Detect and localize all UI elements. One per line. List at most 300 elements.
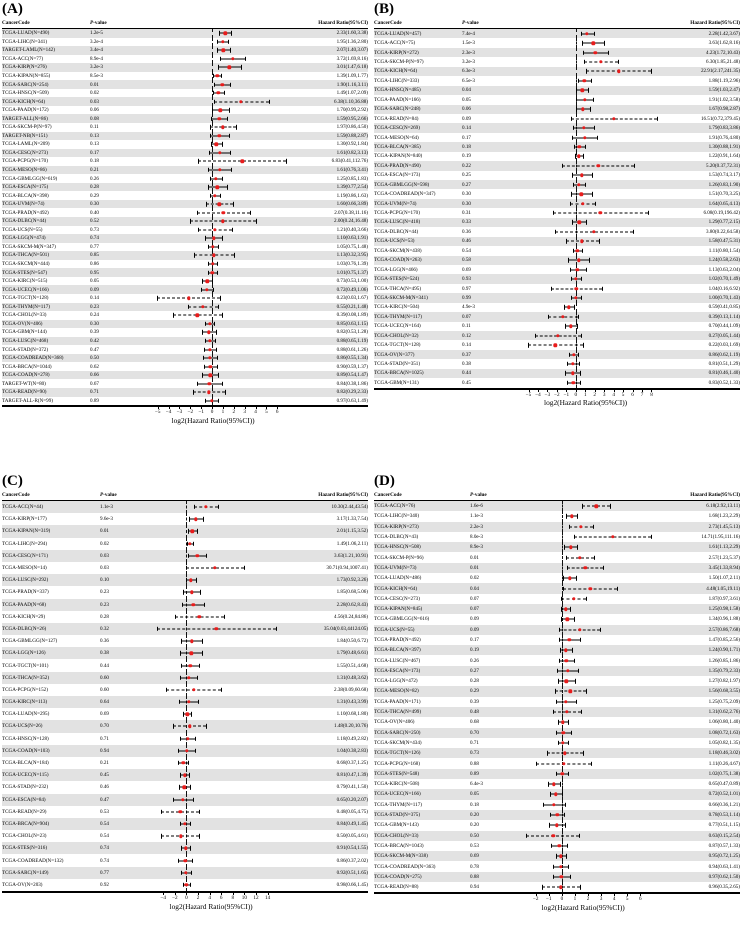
axis-tick-label: 0 [210, 409, 214, 416]
table-row [2, 251, 368, 260]
ci-upper-cap [193, 797, 194, 801]
cancer-code-cell: TCGA-STES(N=548) [374, 770, 420, 777]
hazard-ratio-cell: 1.91(1.02,3.58) [708, 96, 740, 103]
hazard-ratio-cell: 1.05(0.75,1.48) [336, 243, 368, 250]
hazard-ratio-point [216, 74, 219, 77]
ci-upper-cap [583, 343, 584, 347]
forest-plot-cell [148, 106, 287, 115]
hazard-ratio-cell: 0.98(0.66,1.45) [278, 879, 368, 892]
cancer-code-cell: TCGA-UVM(N=73) [374, 564, 417, 571]
forest-plot-cell [520, 218, 660, 227]
cancer-code-cell: TCGA-KIRP(N=272) [374, 49, 419, 56]
p-value-cell: 0.69 [100, 711, 109, 718]
cancer-code-cell: TARGET-ALL-R(N=99) [2, 397, 90, 406]
hazard-ratio-point [594, 504, 597, 507]
forest-plot-cell [520, 331, 660, 340]
p-value-cell: 0.10 [100, 577, 109, 584]
ci-upper-cap [581, 710, 582, 714]
ci-lower-cap [576, 107, 577, 111]
forest-plot-cell [154, 525, 278, 537]
hazard-ratio-cell: 1.29(0.77,2.15) [708, 219, 740, 226]
hazard-ratio-cell: 1.73(0.92,3.26) [336, 577, 368, 584]
hazard-ratio-cell: 1.05(0.82,1.35) [708, 739, 740, 746]
p-value-cell: 0.48 [470, 709, 479, 716]
forest-plot-cell [154, 562, 278, 574]
hazard-ratio-cell: 0.97(0.62,1.50) [708, 873, 740, 880]
axis-line [374, 893, 740, 894]
ci-upper-cap [204, 602, 205, 606]
table-row [2, 320, 368, 329]
hazard-ratio-cell: 0.55(0.21,1.48) [336, 303, 368, 310]
table-row [374, 511, 740, 521]
p-value-cell: 0.32 [100, 625, 109, 632]
p-value-cell: 0.89 [90, 397, 148, 406]
p-value-cell: 0.46 [462, 238, 471, 245]
ci-upper-cap [589, 258, 590, 262]
axis-title: log2(Hazard Ratio(95%CI)) [171, 415, 255, 425]
axis-title: log2(Hazard Ratio(95%CI)) [541, 902, 625, 912]
cancer-code-cell: TCGA-STAD(N=375) [374, 812, 421, 819]
ci-upper-cap [595, 201, 596, 205]
forest-plot-cell [520, 303, 660, 312]
ci-upper-cap [225, 390, 226, 394]
hazard-ratio-cell: 1.70(0.99,2.92) [336, 107, 368, 114]
hazard-ratio-cell: 0.23(0.03,1.67) [336, 295, 368, 302]
forest-plot-cell [520, 38, 660, 47]
p-value-cell: 0.18 [90, 158, 99, 165]
ci-upper-cap [568, 772, 569, 776]
reference-line [212, 80, 213, 89]
p-value-cell: 0.77 [100, 869, 109, 876]
ci-lower-cap [583, 50, 584, 54]
p-value-cell: 0.14 [462, 342, 471, 349]
forest-plot-cell [154, 672, 278, 684]
ci-lower-cap [551, 286, 552, 290]
forest-plot-cell [520, 152, 660, 161]
hazard-ratio-cell: 1.55(0.51,4.68) [336, 662, 368, 669]
axis-tick-label: 2 [593, 391, 597, 398]
p-value-cell: 0.94 [470, 882, 524, 893]
p-value-cell: 0.70 [100, 723, 109, 730]
ci-upper-cap [608, 50, 609, 54]
forest-plot-cell [148, 371, 287, 380]
p-value-cell: 0.09 [462, 115, 471, 122]
table-row [2, 285, 368, 294]
forest-plot-cell [148, 217, 287, 226]
cancer-code-cell: TCGA-COADREAD(N=347) [374, 191, 436, 198]
axis-tick-label: 5 [265, 409, 268, 416]
hazard-ratio-cell: 1.48(0.20,10.76) [334, 723, 368, 730]
table-row [374, 583, 740, 593]
hazard-ratio-point [568, 577, 571, 580]
cancer-code-cell: TCGA-SKCM-P(N=97) [2, 124, 52, 131]
p-value-cell: 3.4e-4 [90, 47, 103, 54]
p-value-cell: 0.45 [462, 378, 520, 388]
forest-plot-cell [524, 594, 652, 604]
ci-upper-cap [212, 279, 213, 283]
hazard-ratio-cell: 0.50(0.05,4.61) [336, 833, 368, 840]
ci-upper-cap [651, 535, 652, 539]
table-row [2, 183, 368, 192]
ci-lower-cap [194, 505, 195, 509]
hazard-ratio-cell: 0.91(0.54,1.55) [336, 845, 368, 852]
hazard-ratio-point [218, 203, 221, 206]
ci-lower-cap [548, 782, 549, 786]
p-value-cell: 3.2e-4 [90, 38, 103, 45]
forest-plot-cell [154, 854, 278, 866]
cancer-code-cell: TCGA-LUSC(N=418) [374, 219, 421, 226]
p-value-cell: 0.05 [90, 278, 99, 285]
forest-plot-cell [148, 234, 287, 243]
ci-upper-cap [195, 736, 196, 740]
table-row [374, 237, 740, 246]
cancer-code-cell: TCGA-THCA(N=495) [374, 285, 422, 292]
axis-tick-label: 2 [586, 896, 590, 903]
ci-lower-cap [208, 185, 209, 189]
table-row [2, 311, 368, 320]
col-header-plot [520, 19, 660, 29]
hazard-ratio-cell: 0.83(0.52,1.33) [660, 378, 740, 388]
forest-plot-cell [154, 611, 278, 623]
ci-upper-cap [580, 885, 581, 889]
hazard-ratio-point [561, 772, 564, 775]
ci-upper-cap [232, 228, 233, 232]
forest-plot-cell [524, 882, 652, 893]
ci-upper-cap [250, 211, 251, 215]
hazard-ratio-point [188, 664, 191, 667]
cancer-code-cell: TCGA-ACC(N=75) [374, 40, 416, 47]
ci-lower-cap [559, 628, 560, 632]
forest-plot-cell [520, 199, 660, 208]
ci-lower-cap [204, 364, 205, 368]
table-row [374, 769, 740, 779]
hazard-ratio-cell: 0.94(0.63,1.41) [708, 863, 740, 870]
forest-plot-cell [520, 237, 660, 246]
hazard-ratio-point [565, 679, 568, 682]
forest-plot-cell [524, 532, 652, 542]
cancer-code-cell: TCGA-UVM(N=74) [2, 201, 45, 208]
ci-upper-cap [213, 287, 214, 291]
table-row [2, 757, 368, 769]
table-row [2, 303, 368, 312]
forest-plot-cell [520, 340, 660, 349]
hazard-ratio-cell: 1.31(0.62,2.76) [708, 709, 740, 716]
hazard-ratio-cell: 1.97(0.86,4.50) [336, 124, 368, 131]
hazard-ratio-point [592, 41, 595, 44]
table-row [374, 180, 740, 189]
ci-lower-cap [197, 381, 198, 385]
hazard-ratio-point [564, 700, 567, 703]
reference-line [186, 513, 187, 525]
ci-upper-cap [576, 700, 577, 704]
ci-upper-cap [229, 108, 230, 112]
p-value-cell: 0.74 [90, 235, 99, 242]
ci-upper-cap [230, 151, 231, 155]
ci-lower-cap [175, 615, 176, 619]
ci-upper-cap [190, 883, 191, 887]
forest-plot-cell [524, 800, 652, 810]
ci-lower-cap [575, 154, 576, 158]
ci-upper-cap [222, 313, 223, 317]
col-header-pvalue: P-value [462, 19, 520, 29]
ci-lower-cap [178, 749, 179, 753]
cancer-code-cell: TCGA-UCEC(N=164) [374, 323, 421, 330]
p-value-cell: 0.21 [90, 167, 99, 174]
hazard-ratio-point [612, 117, 615, 120]
ci-lower-cap [556, 854, 557, 858]
forest-plot-cell [154, 635, 278, 647]
forest-plot-cell [154, 501, 278, 514]
hazard-ratio-cell: 1.59(0.88,2.87) [336, 132, 368, 139]
axis-tick-label: 7 [640, 391, 644, 398]
forest-plot-cell [154, 867, 278, 879]
table-row [374, 57, 740, 66]
table-row [374, 38, 740, 47]
ci-lower-cap [173, 797, 174, 801]
forest-plot-cell [154, 550, 278, 562]
forest-plot-cell [524, 697, 652, 707]
hazard-ratio-cell: 1.11(0.80,1.54) [708, 247, 740, 254]
cancer-code-cell: TCGA-PCPG(N=152) [2, 686, 48, 693]
hazard-ratio-cell: 0.81(0.47,1.39) [336, 772, 368, 779]
forest-plot-cell [524, 707, 652, 717]
cancer-code-cell: TCGA-CHOL(N=33) [2, 312, 47, 319]
p-value-cell: 6.3e-3 [462, 68, 475, 75]
hazard-ratio-point [187, 297, 190, 300]
p-value-cell: 0.07 [462, 313, 471, 320]
ci-lower-cap [542, 885, 543, 889]
ci-lower-cap [550, 792, 551, 796]
table-row [2, 733, 368, 745]
reference-line [212, 38, 213, 47]
cancer-code-cell: TCGA-THCA(N=352) [2, 674, 50, 681]
reference-line [212, 29, 213, 38]
axis-tick-label: −2 [532, 896, 539, 903]
cancer-code-cell: TCGA-SARC(N=248) [374, 106, 421, 113]
cancer-code-cell: TCGA-PRAD(N=337) [2, 589, 49, 596]
forest-table-c [2, 491, 368, 892]
panel-b [374, 2, 740, 469]
hazard-ratio-point [562, 762, 565, 765]
cancer-code-cell: TCGA-COADREAD(N=363) [374, 863, 436, 870]
ci-lower-cap [559, 638, 560, 642]
forest-plot-cell [524, 542, 652, 552]
hazard-ratio-cell: 0.92(0.51,1.65) [336, 869, 368, 876]
p-value-cell: 0.23 [90, 303, 99, 310]
col-header-cancercode: CancerCode [374, 491, 470, 501]
panel-c-axis [2, 892, 368, 911]
hazard-ratio-point [552, 803, 555, 806]
p-value-cell: 0.77 [90, 243, 99, 250]
forest-plot-cell [148, 114, 287, 123]
table-row [2, 867, 368, 879]
hazard-ratio-cell: 1.24(0.90,1.71) [708, 647, 740, 654]
axis-tick-label: 3 [599, 896, 603, 903]
hazard-ratio-cell: 1.79(0.83,3.86) [708, 125, 740, 132]
forest-plot-cell [524, 501, 652, 512]
axis-tick-label: 8 [650, 391, 653, 398]
hazard-ratio-point [222, 211, 225, 214]
forest-plot-cell [148, 97, 287, 106]
table-row [2, 166, 368, 175]
ci-lower-cap [563, 576, 564, 580]
reference-line [562, 542, 563, 552]
panel-c [2, 474, 368, 945]
ci-lower-cap [179, 785, 180, 789]
p-value-cell: 0.28 [100, 613, 109, 620]
cancer-code-cell: TCGA-PAAD(N=166) [374, 96, 421, 103]
hazard-ratio-point [211, 271, 214, 274]
ci-upper-cap [577, 324, 578, 328]
panel-c-table [2, 491, 368, 892]
panel-a [2, 2, 368, 469]
hazard-ratio-point [188, 542, 191, 545]
p-value-cell: 0.13 [90, 132, 99, 139]
hazard-ratio-cell: 1.01(0.75,1.37) [336, 269, 368, 276]
ci-lower-cap [564, 545, 565, 549]
table-row [374, 284, 740, 293]
col-header-cancercode: CancerCode [2, 491, 100, 501]
cancer-code-cell: TCGA-SKCM-M(N=347) [2, 243, 56, 250]
cancer-code-cell: TCGA-KIRP(N=177) [2, 516, 47, 523]
reference-line [562, 552, 563, 562]
ci-lower-cap [208, 262, 209, 266]
cancer-code-cell: TCGA-LUSC(N=467) [374, 657, 421, 664]
p-value-cell: 0.47 [90, 346, 99, 353]
ci-upper-cap [190, 822, 191, 826]
forest-plot-cell [148, 379, 287, 388]
ci-lower-cap [181, 846, 182, 850]
ci-lower-cap [548, 315, 549, 319]
cancer-code-cell: TCGA-READ(N=84) [374, 115, 419, 122]
hazard-ratio-cell: 3.45(1.33,8.94) [708, 564, 740, 571]
cancer-code-cell: TCGA-KIPAN(N=319) [2, 528, 51, 535]
hazard-ratio-point [597, 164, 600, 167]
forest-plot-cell [148, 303, 287, 312]
ci-upper-cap [586, 689, 587, 693]
forest-plot-cell [520, 161, 660, 170]
col-header-pvalue: P-value [470, 491, 524, 501]
ci-lower-cap [182, 602, 183, 606]
ci-lower-cap [569, 352, 570, 356]
col-header-cancercode: CancerCode [2, 19, 90, 29]
axis-tick-label: 4 [208, 895, 211, 901]
ci-lower-cap [178, 858, 179, 862]
cancer-code-cell: TCGA-UCS(N=26) [2, 723, 43, 730]
forest-plot-cell [148, 397, 287, 406]
table-row [2, 672, 368, 684]
p-value-cell: 0.60 [100, 686, 109, 693]
ci-lower-cap [205, 339, 206, 343]
ci-upper-cap [215, 339, 216, 343]
table-row [374, 800, 740, 810]
hazard-ratio-point [221, 220, 224, 223]
table-row [2, 388, 368, 397]
forest-plot-cell [524, 717, 652, 727]
cancer-code-cell: TCGA-STAD(N=232) [2, 784, 49, 791]
p-value-cell: 3.2e-3 [90, 64, 103, 71]
p-value-cell: 0.03 [90, 98, 99, 105]
cancer-code-cell: TCGA-OV(N=406) [2, 320, 43, 327]
ci-lower-cap [549, 823, 550, 827]
table-row [2, 114, 368, 123]
hazard-ratio-cell: 2.07(1.40,3.07) [336, 47, 368, 54]
ci-upper-cap [234, 253, 235, 257]
forest-plot-cell [148, 243, 287, 252]
hazard-ratio-point [208, 382, 211, 385]
cancer-code-cell: TCGA-HNSC(N=128) [2, 735, 49, 742]
hazard-ratio-point [555, 824, 558, 827]
forest-plot-cell [524, 861, 652, 871]
forest-plot-cell [524, 748, 652, 758]
cancer-code-cell: TCGA-DLBC(N=26) [2, 625, 47, 632]
axis-tick-label: −1 [198, 409, 204, 416]
p-value-cell: 0.03 [100, 565, 109, 572]
hazard-ratio-cell: 0.39(0.13,1.14) [708, 313, 740, 320]
hazard-ratio-cell: 0.77(0.51,1.15) [708, 822, 740, 829]
ci-upper-cap [575, 679, 576, 683]
table-row [374, 189, 740, 198]
table-row [374, 105, 740, 114]
col-header-hazardratio: Hazard Ratio(95%CI) [652, 491, 740, 501]
hazard-ratio-cell: 1.34(0.96,1.88) [708, 616, 740, 623]
ci-lower-cap [161, 834, 162, 838]
table-row [2, 635, 368, 647]
ci-lower-cap [565, 371, 566, 375]
forest-plot-cell [524, 614, 652, 624]
hazard-ratio-point [563, 752, 566, 755]
p-value-cell: 0.53 [100, 808, 109, 815]
p-value-cell: 0.89 [470, 770, 479, 777]
hazard-ratio-cell: 0.39(0.08,1.89) [336, 312, 368, 319]
ci-lower-cap [210, 193, 211, 197]
cancer-code-cell: TCGA-PCPG(N=170) [374, 210, 420, 217]
cancer-code-cell: TCGA-CHOL(N=33) [374, 832, 419, 839]
hazard-ratio-cell: 1.04(0.38,2.83) [336, 747, 368, 754]
axis-tick-label: −3 [176, 409, 183, 416]
ci-lower-cap [581, 32, 582, 36]
ci-upper-cap [222, 381, 223, 385]
hazard-ratio-point [555, 813, 558, 816]
hazard-ratio-point [580, 174, 583, 177]
ci-lower-cap [181, 639, 182, 643]
ci-upper-cap [578, 669, 579, 673]
col-header-pvalue: P-value [100, 491, 154, 501]
ci-upper-cap [199, 810, 200, 814]
ci-upper-cap [603, 566, 604, 570]
ci-upper-cap [583, 154, 584, 158]
hazard-ratio-cell: 6.18(2.92,13.11) [706, 503, 740, 510]
p-value-cell: 0.44 [462, 370, 471, 377]
forest-plot-cell [520, 322, 660, 331]
hazard-ratio-cell: 1.61(1.13,2.29) [708, 544, 740, 551]
forest-plot-cell [148, 123, 287, 132]
hazard-ratio-point [220, 83, 223, 86]
ci-lower-cap [180, 676, 181, 680]
cancer-code-cell: TCGA-LGG(N=466) [374, 266, 418, 273]
p-value-cell: 0.97 [462, 285, 471, 292]
table-row [374, 227, 740, 236]
ci-lower-cap [576, 88, 577, 92]
ci-lower-cap [173, 724, 174, 728]
hazard-ratio-cell: 1.02(0.75,1.38) [708, 770, 740, 777]
p-value-cell: 0.20 [470, 822, 479, 829]
hazard-ratio-point [564, 649, 567, 652]
ci-upper-cap [224, 615, 225, 619]
hazard-ratio-cell: 4.56(0.24,84.86) [334, 613, 368, 620]
forest-plot-cell [520, 180, 660, 189]
ci-lower-cap [181, 871, 182, 875]
